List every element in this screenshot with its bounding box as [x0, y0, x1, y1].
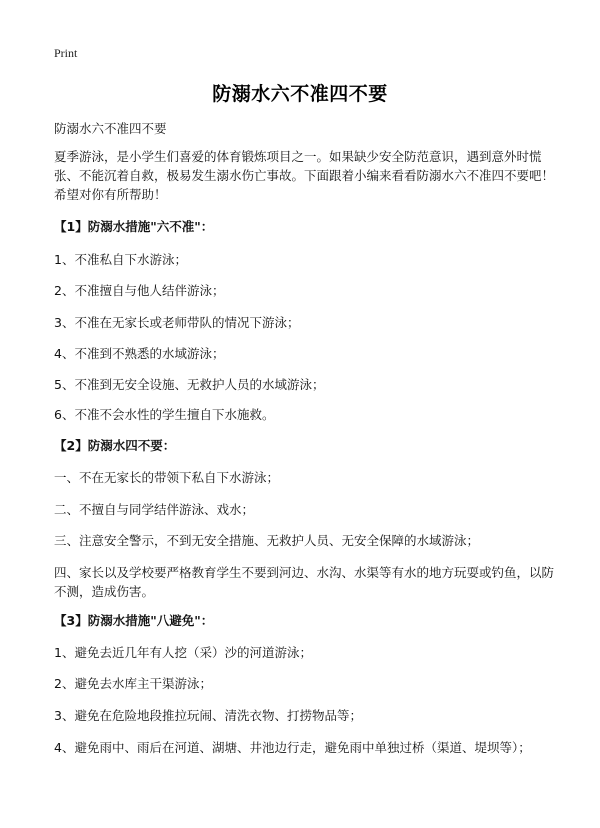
list-item: 1、不准私自下水游泳；	[54, 252, 187, 267]
list-item: 四、家长以及学校要严格教育学生不要到河边、水沟、水渠等有水的地方玩耍或钓鱼，以防不测，造成伤害。	[54, 565, 555, 599]
intro-paragraph: 夏季游泳，是小学生们喜爱的体育锻炼项目之一。如果缺少安全防范意识，遇到意外时慌张、不能沉着自救，极易发生溺水伤亡事故。下面跟着小编来看看防溺水六不准四不要吧！希望对你有所帮助！	[54, 149, 555, 202]
list-item: 二、不擅自与同学结伴游泳、戏水；	[54, 502, 255, 517]
list-item: 一、不在无家长的带领下私自下水游泳；	[54, 470, 280, 485]
print-link[interactable]: Print	[54, 46, 78, 60]
section-3-heading: 【3】防溺水措施"八避免"：	[54, 613, 214, 628]
list-item: 2、不准擅自与他人结伴游泳；	[54, 283, 225, 298]
page-title: 防溺水六不准四不要	[212, 83, 388, 105]
list-item: 5、不准到无安全设施、无救护人员的水域游泳；	[54, 377, 325, 392]
list-item: 2、避免去水库主干渠游泳；	[54, 676, 212, 691]
list-item: 1、避免去近几年有人挖（采）沙的河道游泳；	[54, 645, 312, 660]
section-1-heading: 【1】防溺水措施"六不准"：	[54, 219, 214, 234]
list-item: 三、注意安全警示，不到无安全措施、无救护人员、无安全保障的水域游泳；	[54, 533, 480, 548]
list-item: 6、不准不会水性的学生擅自下水施救。	[54, 407, 275, 422]
list-item: 4、避免雨中、雨后在河道、湖塘、井池边行走，避免雨中单独过桥（渠道、堤坝等）；	[54, 740, 531, 755]
list-item: 3、避免在危险地段推拉玩闹、清洗衣物、打捞物品等；	[54, 708, 362, 723]
page-subtitle: 防溺水六不准四不要	[54, 121, 167, 136]
list-item: 4、不准到不熟悉的水域游泳；	[54, 346, 225, 361]
list-item: 3、不准在无家长或老师带队的情况下游泳；	[54, 315, 300, 330]
section-2-heading: 【2】防溺水四不要：	[54, 438, 176, 453]
